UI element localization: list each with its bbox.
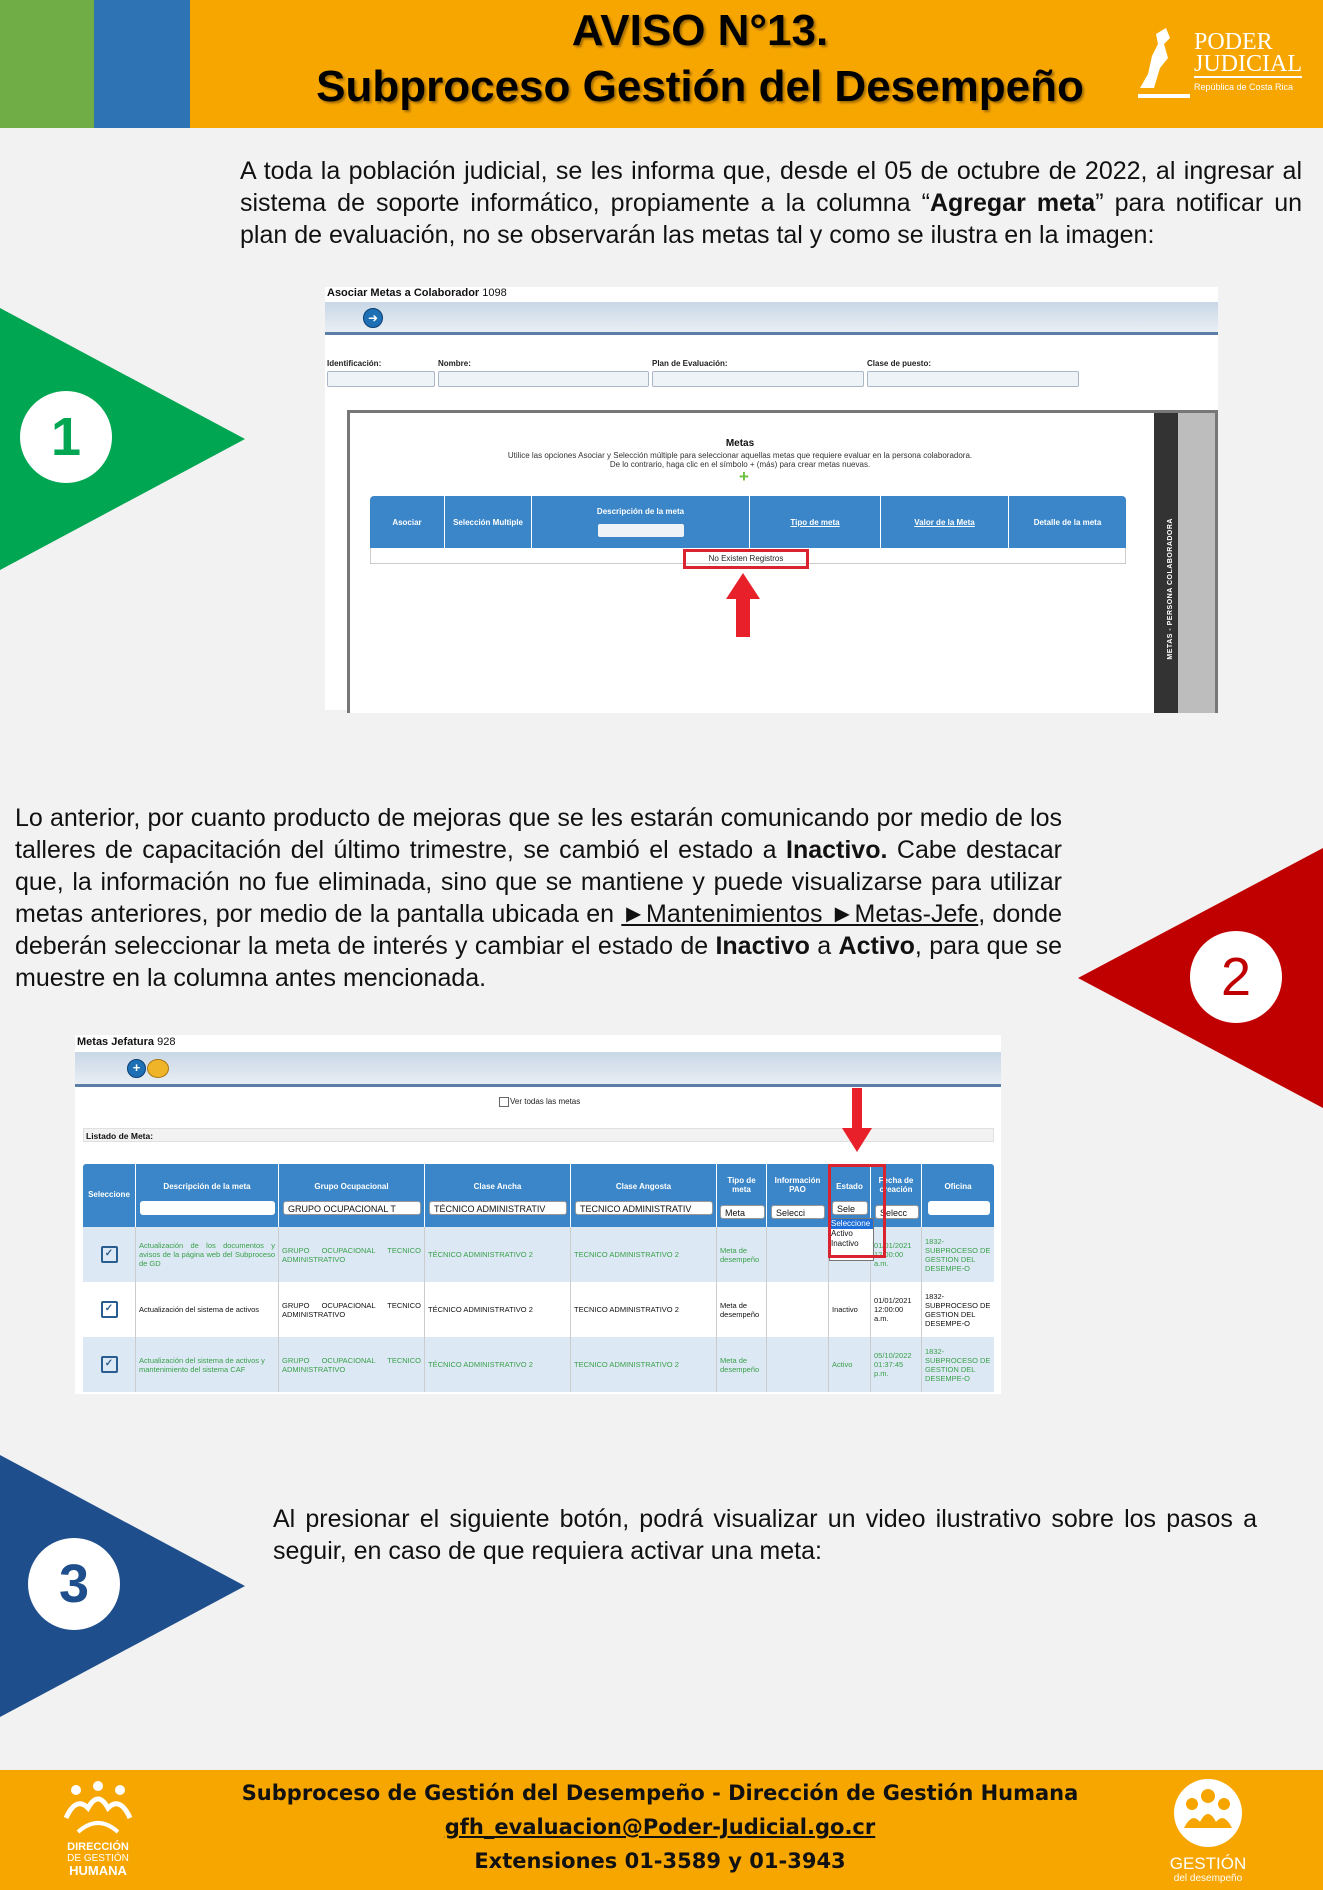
estado-highlight-box bbox=[828, 1164, 886, 1258]
ver-todas-metas[interactable]: Ver todas las metas bbox=[499, 1097, 580, 1107]
filter-clase-angosta-select[interactable]: TECNICO ADMINISTRATIV bbox=[575, 1201, 713, 1215]
descripcion-filter-input[interactable] bbox=[598, 524, 684, 537]
listado-meta-label: Listado de Meta: bbox=[83, 1128, 994, 1142]
row-estado: Activo bbox=[829, 1337, 871, 1392]
col-seleccion-multiple: Selección Multiple bbox=[445, 496, 532, 548]
side-tab[interactable] bbox=[1154, 413, 1178, 713]
row-tipo: Meta de desempeño bbox=[717, 1337, 767, 1392]
mantenimientos-path: ►Mantenimientos ►Metas-Jefe bbox=[621, 900, 979, 928]
row-fecha: 05/10/2022 01:37:45 p.m. bbox=[871, 1337, 922, 1392]
row-ancha: TÉCNICO ADMINISTRATIVO 2 bbox=[425, 1227, 571, 1282]
col-valor-meta[interactable]: Valor de la Meta bbox=[881, 496, 1009, 548]
add-icon[interactable]: + bbox=[127, 1059, 146, 1078]
page-subtitle: Subproceso Gestión del Desempeño bbox=[316, 62, 1084, 111]
people-icon bbox=[58, 1778, 138, 1836]
page-title: AVISO N°13. bbox=[571, 6, 829, 55]
estado-option-seleccione[interactable]: Seleccione bbox=[830, 1219, 873, 1229]
screenshot-1-title: Asociar Metas a Colaborador 1098 bbox=[327, 287, 507, 299]
th-fecha-creacion: Fecha de creación bbox=[871, 1164, 922, 1227]
screenshot-2-toolbar bbox=[75, 1052, 1001, 1087]
poder-judicial-logo bbox=[1136, 24, 1302, 104]
row-checkbox[interactable]: ✓ bbox=[101, 1246, 118, 1263]
th-clase-ancha: Clase Ancha bbox=[425, 1164, 571, 1227]
side-gutter bbox=[1178, 413, 1215, 713]
ver-todas-checkbox[interactable] bbox=[499, 1097, 509, 1107]
table-row[interactable] bbox=[83, 1282, 994, 1337]
red-arrow-up-icon bbox=[726, 573, 760, 637]
group-circle-icon bbox=[1170, 1776, 1246, 1850]
row-tipo: Meta de desempeño bbox=[717, 1227, 767, 1282]
row-pao bbox=[767, 1227, 829, 1282]
th-clase-angosta: Clase Angosta bbox=[571, 1164, 717, 1227]
clase-puesto-field[interactable] bbox=[867, 371, 1079, 387]
row-checkbox[interactable]: ✓ bbox=[101, 1356, 118, 1373]
row-tipo: Meta de desempeño bbox=[717, 1282, 767, 1337]
footer-extensions: Extensiones 01-3589 y 01-3943 bbox=[474, 1849, 846, 1873]
th-tipo-meta: Tipo de meta bbox=[717, 1164, 767, 1227]
header-green-accent bbox=[0, 0, 94, 128]
row-oficina: 1832-SUBPROCESO DE GESTION DEL DESEMPE-O bbox=[925, 1291, 991, 1328]
direccion-gestion-humana-logo bbox=[56, 1778, 140, 1882]
label-identificacion: Identificación: bbox=[327, 359, 382, 368]
row-ancha: TÉCNICO ADMINISTRATIVO 2 bbox=[425, 1337, 571, 1392]
col-detalle-meta: Detalle de la meta bbox=[1033, 517, 1102, 527]
label-plan-evaluacion: Plan de Evaluación: bbox=[652, 359, 728, 368]
filter-fecha-select[interactable]: Selecc bbox=[875, 1205, 919, 1219]
row-oficina: 1832-SUBPROCESO DE GESTION DEL DESEMPE-O bbox=[925, 1236, 991, 1273]
folder-icon[interactable] bbox=[147, 1059, 169, 1078]
screenshot-2-title: Metas Jefatura 928 bbox=[77, 1036, 176, 1048]
plan-evaluacion-field[interactable] bbox=[652, 371, 864, 387]
no-records-highlight: No Existen Registros bbox=[683, 549, 809, 569]
th-estado: Estado bbox=[829, 1164, 871, 1227]
logo-text-poder: PODER bbox=[1194, 29, 1273, 55]
section-1-number: 1 bbox=[20, 391, 112, 483]
col-tipo-meta[interactable]: Tipo de meta bbox=[750, 496, 881, 548]
logo-text-country: República de Costa Rica bbox=[1194, 82, 1294, 92]
metas-panel-instructions-1: Utilice las opciones Asociar y Selección múltiple para seleccionar aquellas metas que requiere evaluar en la persona colaboradora. bbox=[507, 451, 973, 460]
gestion-desempeno-logo bbox=[1158, 1776, 1258, 1886]
row-pao bbox=[767, 1282, 829, 1337]
th-oficina: Oficina bbox=[944, 1182, 972, 1191]
metas-panel-instructions-2: De lo contrario, haga clic en el símbolo + (más) para crear metas nuevas. bbox=[609, 460, 871, 469]
row-grupo: GRUPO OCUPACIONAL TECNICO ADMINISTRATIVO bbox=[279, 1282, 425, 1337]
side-tab-label: METAS - PERSONA COLABORADORA bbox=[1167, 518, 1174, 660]
row-angosta: TECNICO ADMINISTRATIVO 2 bbox=[571, 1227, 717, 1282]
row-grupo: GRUPO OCUPACIONAL TECNICO ADMINISTRATIVO bbox=[279, 1227, 425, 1282]
row-fecha: 01/01/2021 12:00:00 a.m. bbox=[871, 1282, 922, 1337]
filter-clase-ancha-select[interactable]: TÉCNICO ADMINISTRATIV bbox=[429, 1201, 567, 1215]
row-oficina: 1832-SUBPROCESO DE GESTION DEL DESEMPE-O bbox=[925, 1346, 991, 1383]
th-informacion-pao: Información PAO bbox=[767, 1164, 829, 1227]
filter-pao-select[interactable]: Selecci bbox=[771, 1205, 825, 1219]
section-3-number: 3 bbox=[28, 1538, 120, 1630]
estado-option-inactivo[interactable]: Inactivo bbox=[831, 1239, 859, 1248]
row-desc: Actualización del sistema de activos bbox=[136, 1282, 279, 1337]
th-seleccione: Seleccione bbox=[83, 1164, 136, 1227]
agregar-meta-bold: Agregar meta bbox=[929, 189, 1096, 217]
header-blue-accent bbox=[94, 0, 190, 128]
th-descripcion: Descripción de la meta bbox=[136, 1164, 279, 1227]
logo-left-line1: DIRECCIÓN bbox=[67, 1841, 129, 1853]
section-2-text: Lo anterior, por cuanto producto de mejoras que se les estarán comunicando por medio de los talleres de capacitación del último trimestre, se cambió el estado a Inactivo. Cabe destacar que, la información no fue eliminada, sino que se mantiene y puede visualizarse para utilizar metas anteriores, por medio de la pantalla ubicada en ►Mantenimientos ►Metas-Jefe, donde deberán seleccionar la meta de interés y cambiar el estado de Inactivo a Activo, para que se muestre en la columna antes mencionada. bbox=[15, 804, 1063, 992]
estado-option-activo[interactable]: Activo bbox=[831, 1229, 853, 1238]
row-desc: Actualización de los documentos y avisos de la página web del Subproceso de GD bbox=[136, 1227, 279, 1282]
label-clase-puesto: Clase de puesto: bbox=[867, 359, 932, 368]
row-grupo: GRUPO OCUPACIONAL TECNICO ADMINISTRATIVO bbox=[279, 1337, 425, 1392]
footer-line-1: Subproceso de Gestión del Desempeño - Dirección de Gestión Humana bbox=[241, 1781, 1079, 1805]
row-fecha: 01/01/2021 12:00:00 a.m. bbox=[871, 1227, 922, 1282]
row-desc: Actualización del sistema de activos y mantenimiento del sistema CAF bbox=[136, 1337, 279, 1392]
table-row[interactable] bbox=[83, 1337, 994, 1392]
th-grupo-ocupacional: Grupo Ocupacional bbox=[279, 1164, 425, 1227]
statue-icon bbox=[1136, 24, 1192, 100]
logo-left-line3: HUMANA bbox=[69, 1863, 127, 1878]
screenshot-asociar-metas bbox=[325, 287, 1218, 710]
filter-grupo-select[interactable]: GRUPO OCUPACIONAL T bbox=[283, 1201, 421, 1215]
filter-tipo-meta-select[interactable]: Meta bbox=[720, 1205, 765, 1219]
section-3-text: Al presionar el siguiente botón, podrá visualizar un video ilustrativo sobre los pasos a seguir, en caso de que requiera activar una meta: bbox=[273, 1505, 1257, 1565]
row-angosta: TECNICO ADMINISTRATIVO 2 bbox=[571, 1282, 717, 1337]
screenshot-metas-jefatura bbox=[75, 1035, 1001, 1394]
section-2-number: 2 bbox=[1190, 931, 1282, 1023]
metas-panel-title: Metas bbox=[725, 438, 755, 449]
identificacion-field[interactable] bbox=[327, 371, 435, 387]
add-meta-plus-icon[interactable]: + bbox=[739, 467, 749, 486]
col-asociar: Asociar bbox=[370, 496, 445, 548]
back-arrow-icon[interactable]: ➜ bbox=[363, 308, 383, 328]
row-pao bbox=[767, 1337, 829, 1392]
row-ancha: TÉCNICO ADMINISTRATIVO 2 bbox=[425, 1282, 571, 1337]
metas-panel bbox=[347, 410, 1218, 713]
screenshot-1-toolbar bbox=[325, 302, 1218, 335]
col-descripcion: Descripción de la meta bbox=[532, 496, 750, 548]
metas-grid-header bbox=[370, 496, 1126, 548]
nombre-field[interactable] bbox=[438, 371, 649, 387]
row-estado: Inactivo bbox=[829, 1282, 871, 1337]
red-arrow-down-icon bbox=[842, 1088, 872, 1152]
section-1-text: A toda la población judicial, se les informa que, desde el 05 de octubre de 2022, al ingresar al sistema de soporte informático, propiamente a la columna “Agregar meta” para notificar un plan de evaluación, no se observarán las metas tal y como se ilustra en la imagen: bbox=[240, 157, 1303, 249]
filter-descripcion-input[interactable] bbox=[140, 1201, 275, 1215]
label-nombre: Nombre: bbox=[438, 359, 471, 368]
filter-oficina-input[interactable] bbox=[928, 1201, 990, 1215]
logo-left-line2: DE GESTIÓN bbox=[67, 1853, 129, 1864]
logo-right-line2: del desempeño bbox=[1173, 1873, 1243, 1884]
row-angosta: TECNICO ADMINISTRATIVO 2 bbox=[571, 1337, 717, 1392]
logo-text-judicial: JUDICIAL bbox=[1194, 51, 1302, 77]
row-checkbox[interactable]: ✓ bbox=[101, 1301, 118, 1318]
footer-email-link[interactable]: gfh_evaluacion@Poder-Judicial.go.cr bbox=[444, 1815, 876, 1839]
logo-right-line1: GESTIÓN bbox=[1169, 1854, 1247, 1873]
filter-estado-select[interactable]: Sele bbox=[832, 1201, 868, 1215]
